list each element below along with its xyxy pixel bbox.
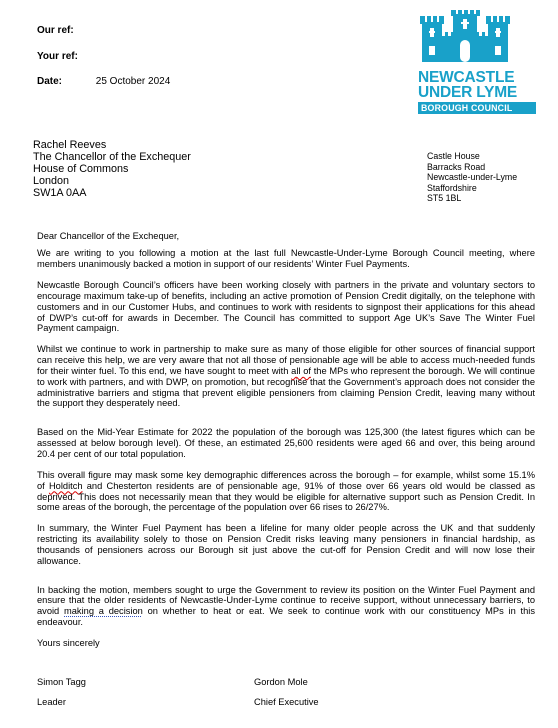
signatory-1-name: Simon Tagg	[37, 677, 86, 687]
your-ref-label: Your ref:	[37, 51, 78, 62]
date-label: Date:	[37, 76, 63, 87]
our-ref-row	[37, 25, 93, 36]
council-logo	[418, 10, 544, 114]
recipient-address	[33, 139, 191, 199]
date-row	[37, 76, 170, 87]
paragraph-1: We are writing to you following a motion at the last full Newcastle-Under-Lyme Borough Council meeting, where members unanimously backed a motion in support of our residents’ Winter Fuel Payments.	[37, 248, 535, 270]
paragraph-3-text-a: Whilst we continue to work in partnership to make sure as many of those eligible for other sources of financial support can receive this help, we are very aware that not all those of pensionable age will be able to access much-needed funds for their winter fuel. To this end, we have sought to meet with	[37, 344, 535, 376]
recipient-line: Rachel Reeves	[33, 139, 107, 151]
recipient-line: House of Commons	[33, 163, 129, 175]
recipient-line: London	[33, 175, 70, 187]
sender-line: Newcastle-under-Lyme	[427, 172, 518, 182]
castle-icon	[420, 10, 510, 66]
sender-line: Staffordshire	[427, 182, 477, 193]
logo-line-2: UNDER LYME	[418, 84, 518, 101]
paragraph-5-text-a: This overall figure may mask some key demographic differences across the borough – for example, whilst some 15.1% of	[37, 469, 535, 491]
recipient-line: SW1A 0AA	[33, 187, 87, 199]
paragraph-2: Newcastle Borough Council’s officers have been working closely with partners in the private and voluntary sectors to encourage maximum take-up of benefits, including an active promotion of Pension Credit digitally, on the telephone with customers and in our Customer Hubs, and continues to work with residents to signpost their applications for this ahead of DWP’s cut-off for awards in December. The Council has committed to support Age UK’s Save The Winter Fuel Payment campaign.	[37, 280, 535, 334]
paragraph-7-text-a: In backing the motion, members sought to urge the Government to review its position on the Winter Fuel Payment and ensure that the older residents of Newcastle-Under-Lyme continue to receive support, without unnecessary barriers, to avoid	[37, 584, 535, 617]
your-ref-row	[37, 51, 93, 62]
logo-borough-council-bar: BOROUGH COUNCIL	[418, 102, 536, 114]
paragraph-6: In summary, the Winter Fuel Payment has been a lifeline for many older people across the UK and that suddenly restricting its availability solely to those on Pension Credit risks leaving many pensioners in financial hardship, as thousands of pensioners across our Borough sit just above the cut-off for Pension Credit and will now lose their allowance.	[37, 523, 535, 566]
our-ref-label: Our ref:	[37, 25, 74, 36]
paragraph-7-text-b: on whether to heat or eat. We seek to continue work with our constituency MPs in this endeavour.	[37, 606, 536, 628]
sender-line: Barracks Road	[427, 161, 486, 172]
signatory-1-title: Leader	[37, 697, 66, 707]
sender-line: ST5 1BL	[427, 193, 462, 203]
spellcheck-word: Holditch	[48, 480, 83, 491]
paragraph-7	[37, 585, 535, 628]
paragraph-3	[37, 344, 535, 409]
date-value: 25 October 2024	[95, 76, 171, 87]
paragraph-3-text-b: the MPs who represent the borough. We will continue to work with partners, and with DWP, on promotion, but recognise that the Government’s approach does not consider the administrative barriers and stigma that prevent eligible pensioners from claiming Pension Credit, leaving many without the support they desperately need.	[37, 365, 536, 409]
paragraph-4: Based on the Mid-Year Estimate for 2022 the population of the borough was 125,300 (the latest figures which can be assessed at below borough level). Of these, an estimated 25,600 residents were aged 66 and over, this being around 20.4 per cent of our total population.	[37, 427, 535, 459]
signatory-2-title: Chief Executive	[254, 697, 319, 707]
signatory-2-name: Gordon Mole	[254, 677, 308, 687]
sender-address	[427, 151, 517, 204]
spellcheck-word: all of	[291, 365, 311, 376]
paragraph-5-text-b: and Chesterton residents are of pensionable age, 91% of those over 66 years old would be classed as deprived. This does not necessarily mean that they would be eligible for alternative support such as Pension Credit. In some areas of the borough, the percentage of the population over 66 rises to 26/27%.	[37, 480, 535, 513]
paragraph-5	[37, 470, 535, 513]
greeting: Dear Chancellor of the Exchequer,	[37, 231, 180, 241]
letter-body	[37, 231, 535, 649]
logo-line-1: NEWCASTLE	[418, 69, 515, 86]
sender-line: Castle House	[427, 151, 480, 161]
recipient-line: The Chancellor of the Exchequer	[33, 151, 191, 163]
grammar-check-phrase: making a decision	[64, 606, 143, 617]
closing: Yours sincerely	[37, 637, 100, 648]
